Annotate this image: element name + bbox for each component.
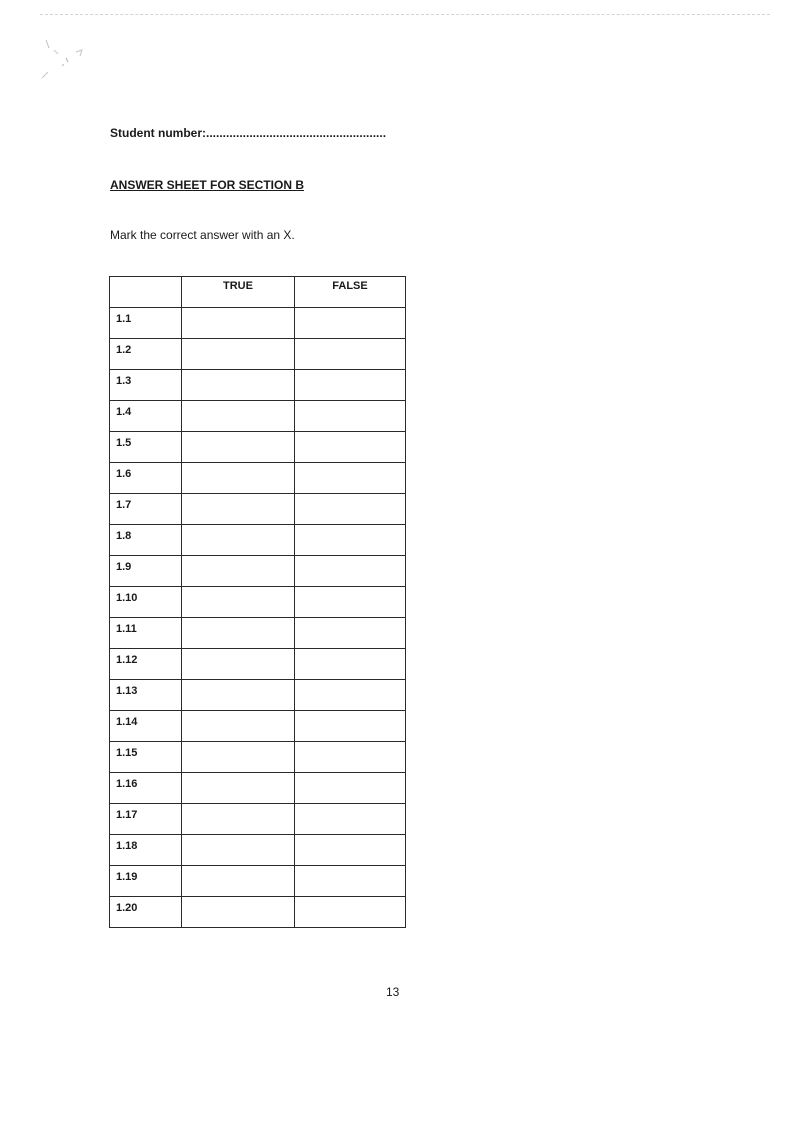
false-answer-cell[interactable] (295, 742, 406, 773)
false-answer-cell[interactable] (295, 401, 406, 432)
question-number: 1.10 (110, 587, 182, 618)
false-answer-cell[interactable] (295, 680, 406, 711)
false-answer-cell[interactable] (295, 494, 406, 525)
true-answer-cell[interactable] (182, 804, 295, 835)
false-answer-cell[interactable] (295, 556, 406, 587)
true-answer-cell[interactable] (182, 339, 295, 370)
question-number: 1.20 (110, 897, 182, 928)
question-number: 1.19 (110, 866, 182, 897)
true-answer-cell[interactable] (182, 618, 295, 649)
true-answer-cell[interactable] (182, 556, 295, 587)
table-row (110, 773, 406, 804)
column-header-question (110, 277, 182, 308)
question-number: 1.7 (110, 494, 182, 525)
question-number: 1.18 (110, 835, 182, 866)
question-number: 1.13 (110, 680, 182, 711)
column-header-false: FALSE (295, 277, 406, 308)
true-answer-cell[interactable] (182, 866, 295, 897)
false-answer-cell[interactable] (295, 370, 406, 401)
question-number: 1.2 (110, 339, 182, 370)
false-answer-cell[interactable] (295, 618, 406, 649)
true-answer-cell[interactable] (182, 649, 295, 680)
student-number-label: Student number:...................................................... (110, 126, 387, 140)
false-answer-cell[interactable] (295, 866, 406, 897)
true-answer-cell[interactable] (182, 463, 295, 494)
false-answer-cell[interactable] (295, 711, 406, 742)
table-row (110, 866, 406, 897)
section-title: ANSWER SHEET FOR SECTION B (110, 178, 305, 192)
table-row (110, 401, 406, 432)
question-number: 1.3 (110, 370, 182, 401)
false-answer-cell[interactable] (295, 432, 406, 463)
question-number: 1.4 (110, 401, 182, 432)
table-row (110, 370, 406, 401)
true-answer-cell[interactable] (182, 897, 295, 928)
false-answer-cell[interactable] (295, 308, 406, 339)
false-answer-cell[interactable] (295, 835, 406, 866)
question-number: 1.5 (110, 432, 182, 463)
question-number: 1.15 (110, 742, 182, 773)
true-answer-cell[interactable] (182, 308, 295, 339)
table-row (110, 804, 406, 835)
table-row (110, 649, 406, 680)
scan-edge-line (40, 14, 770, 16)
table-row (110, 525, 406, 556)
table-row (110, 308, 406, 339)
table-row (110, 897, 406, 928)
column-header-true: TRUE (182, 277, 295, 308)
table-row (110, 742, 406, 773)
answer-table (109, 276, 406, 928)
true-answer-cell[interactable] (182, 525, 295, 556)
true-answer-cell[interactable] (182, 742, 295, 773)
table-row (110, 835, 406, 866)
question-number: 1.16 (110, 773, 182, 804)
table-row (110, 494, 406, 525)
scan-smudge-icon (36, 36, 96, 86)
table-row (110, 618, 406, 649)
question-number: 1.14 (110, 711, 182, 742)
true-answer-cell[interactable] (182, 773, 295, 804)
false-answer-cell[interactable] (295, 804, 406, 835)
question-number: 1.1 (110, 308, 182, 339)
true-answer-cell[interactable] (182, 370, 295, 401)
page-number: 13 (386, 985, 400, 999)
question-number: 1.11 (110, 618, 182, 649)
true-answer-cell[interactable] (182, 835, 295, 866)
false-answer-cell[interactable] (295, 339, 406, 370)
instruction-text: Mark the correct answer with an X. (110, 228, 295, 242)
true-answer-cell[interactable] (182, 711, 295, 742)
true-answer-cell[interactable] (182, 587, 295, 618)
question-number: 1.17 (110, 804, 182, 835)
false-answer-cell[interactable] (295, 649, 406, 680)
question-number: 1.8 (110, 525, 182, 556)
false-answer-cell[interactable] (295, 525, 406, 556)
question-number: 1.12 (110, 649, 182, 680)
false-answer-cell[interactable] (295, 773, 406, 804)
false-answer-cell[interactable] (295, 463, 406, 494)
table-row (110, 587, 406, 618)
question-number: 1.6 (110, 463, 182, 494)
table-header-row (110, 277, 406, 308)
answer-rows (110, 308, 406, 928)
true-answer-cell[interactable] (182, 680, 295, 711)
table-row (110, 711, 406, 742)
question-number: 1.9 (110, 556, 182, 587)
true-answer-cell[interactable] (182, 401, 295, 432)
table-row (110, 556, 406, 587)
false-answer-cell[interactable] (295, 897, 406, 928)
table-row (110, 339, 406, 370)
table-row (110, 680, 406, 711)
table-row (110, 432, 406, 463)
false-answer-cell[interactable] (295, 587, 406, 618)
table-row (110, 463, 406, 494)
true-answer-cell[interactable] (182, 494, 295, 525)
true-answer-cell[interactable] (182, 432, 295, 463)
